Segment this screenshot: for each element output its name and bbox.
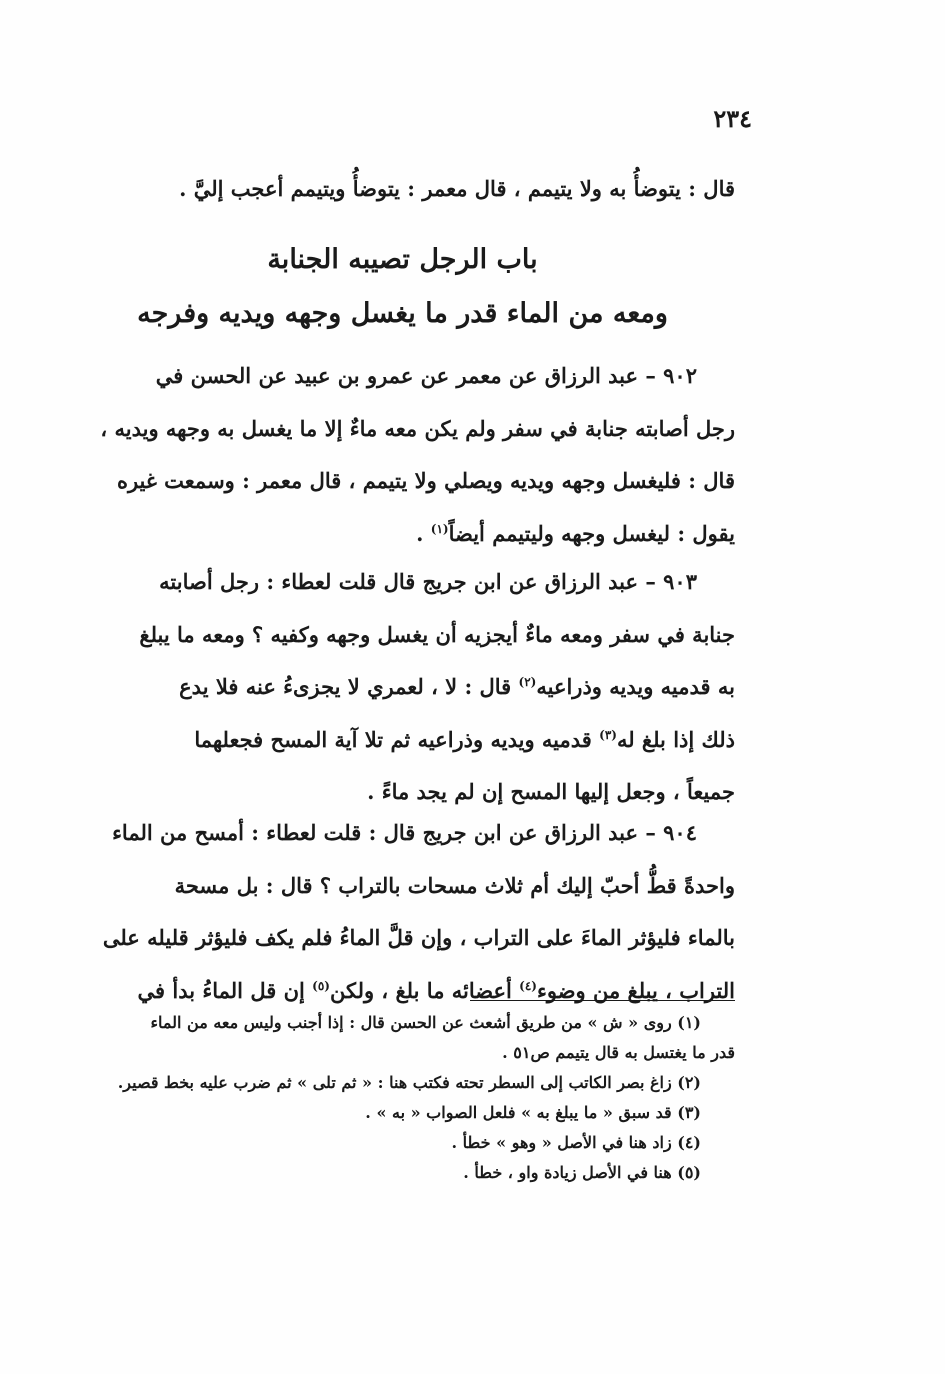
hadith-text: قال : لا ، لعمري لا يجزىءُ عنه فلا يدع [179, 674, 512, 699]
hadith-line [70, 508, 735, 561]
closing-period: . [416, 520, 424, 546]
hadith-904 [70, 807, 735, 1017]
footnote-ref: (١) [430, 521, 449, 536]
footnote-ref: (٤) [519, 978, 537, 993]
hadith-text: به قدميه ويديه وذراعيه [536, 674, 735, 699]
hadith-text: التراب ، يبلغ من وضوء [536, 977, 735, 1003]
hadith-text: عبد الرزاق عن معمر عن عمرو بن عبيد عن الحسن في [155, 363, 639, 388]
page-number: ٢٣٤ [713, 104, 752, 133]
hadith-text: إن قل الماءُ بدأ في [137, 977, 305, 1003]
hadith-number: ٩٠٣ [663, 569, 697, 594]
hadith-line: جميعاً ، وجعل إليها المسح إن لم يجد ماءً . [367, 779, 735, 804]
footnote-3: (٣) قد سبق « ما يبلغ به » فلعل الصواب « به » . [365, 1103, 701, 1122]
footnotes [70, 1008, 735, 1188]
hadith-line: بالماء فليؤثر الماءَ على التراب ، وإن قلَّ الماءُ فلم يكف فليؤثر قليله على [102, 925, 735, 950]
footnote-2: (٢) زاغ بصر الكاتب إلى السطر تحته فكتب هنا : « ثم تلى » ثم ضرب عليه بخط قصير. [117, 1073, 701, 1092]
hadith-text: يقول : ليغسل وجهه وليتيمم أيضاً [448, 520, 735, 546]
hadith-line: جنابة في سفر ومعه ماءٌ أيجزيه أن يغسل وجهه وكفيه ؟ ومعه ما يبلغ [139, 621, 735, 647]
hadith-text: عبد الرزاق عن ابن جريج قال : قلت لعطاء : أمسح من الماء [112, 820, 639, 845]
hadith-line [70, 350, 735, 403]
footnote-divider [470, 1000, 735, 1001]
footnote-ref: (٢) [518, 675, 537, 689]
dash: – [645, 569, 656, 594]
hadith-line [70, 661, 735, 714]
footnote-1-continuation: قدر ما يغتسل به قال يتيمم ص٥١ . [502, 1043, 735, 1062]
hadith-text: عبد الرزاق عن ابن جريج قال قلت لعطاء : رجل أصابته [159, 569, 639, 594]
footnote-ref: (٣) [599, 727, 617, 742]
hadith-903 [70, 556, 735, 819]
hadith-line: واحدةً قطُّ أحبّ إليك أم ثلاث مسحات بالتراب ؟ قال : بل مسحة [174, 872, 735, 898]
hadith-number: ٩٠٤ [663, 820, 697, 845]
dash: – [645, 363, 656, 388]
hadith-text: قدميه ويديه وذراعيه ثم تلا آية المسح فجعلهما [194, 726, 592, 752]
opening-line [70, 163, 735, 215]
footnote-5: (٥) هنا في الأصل زيادة واو ، خطأ . [463, 1163, 701, 1182]
hadith-line: قال : فليغسل وجهه ويديه ويصلي ولا يتيمم ، قال معمر : وسمعت غيره [116, 468, 735, 493]
footnote-ref: (٥) [312, 978, 330, 993]
hadith-text: أعضائه ما بلغ ، ولكن [329, 977, 512, 1003]
hadith-line: رجل أصابته جنابة في سفر ولم يكن معه ماءٌ إلا ما يغسل به وجهه ويديه ، [100, 415, 735, 441]
dash: – [645, 820, 656, 845]
footnote-4: (٤) زاد هنا في الأصل « وهو » خطأ . [451, 1133, 701, 1152]
chapter-title: باب الرجل تصيبه الجنابة [267, 244, 538, 275]
hadith-line [70, 714, 735, 767]
hadith-number: ٩٠٢ [663, 363, 697, 388]
hadith-line [70, 807, 735, 860]
hadith-text: ذلك إذا بلغ له [616, 726, 735, 752]
hadith-line [70, 556, 735, 609]
chapter-subtitle: ومعه من الماء قدر ما يغسل وجهه ويديه وفرجه [137, 298, 668, 329]
hadith-902 [70, 350, 735, 560]
footnote-1: (١) روى « ش » من طريق أشعث عن الحسن قال : إذا أجنب وليس معه من الماء [150, 1013, 701, 1032]
opening-text: قال : يتوضأُ به ولا يتيمم ، قال معمر : يتوضأُ ويتيمم أعجب إليَّ . [179, 176, 735, 201]
